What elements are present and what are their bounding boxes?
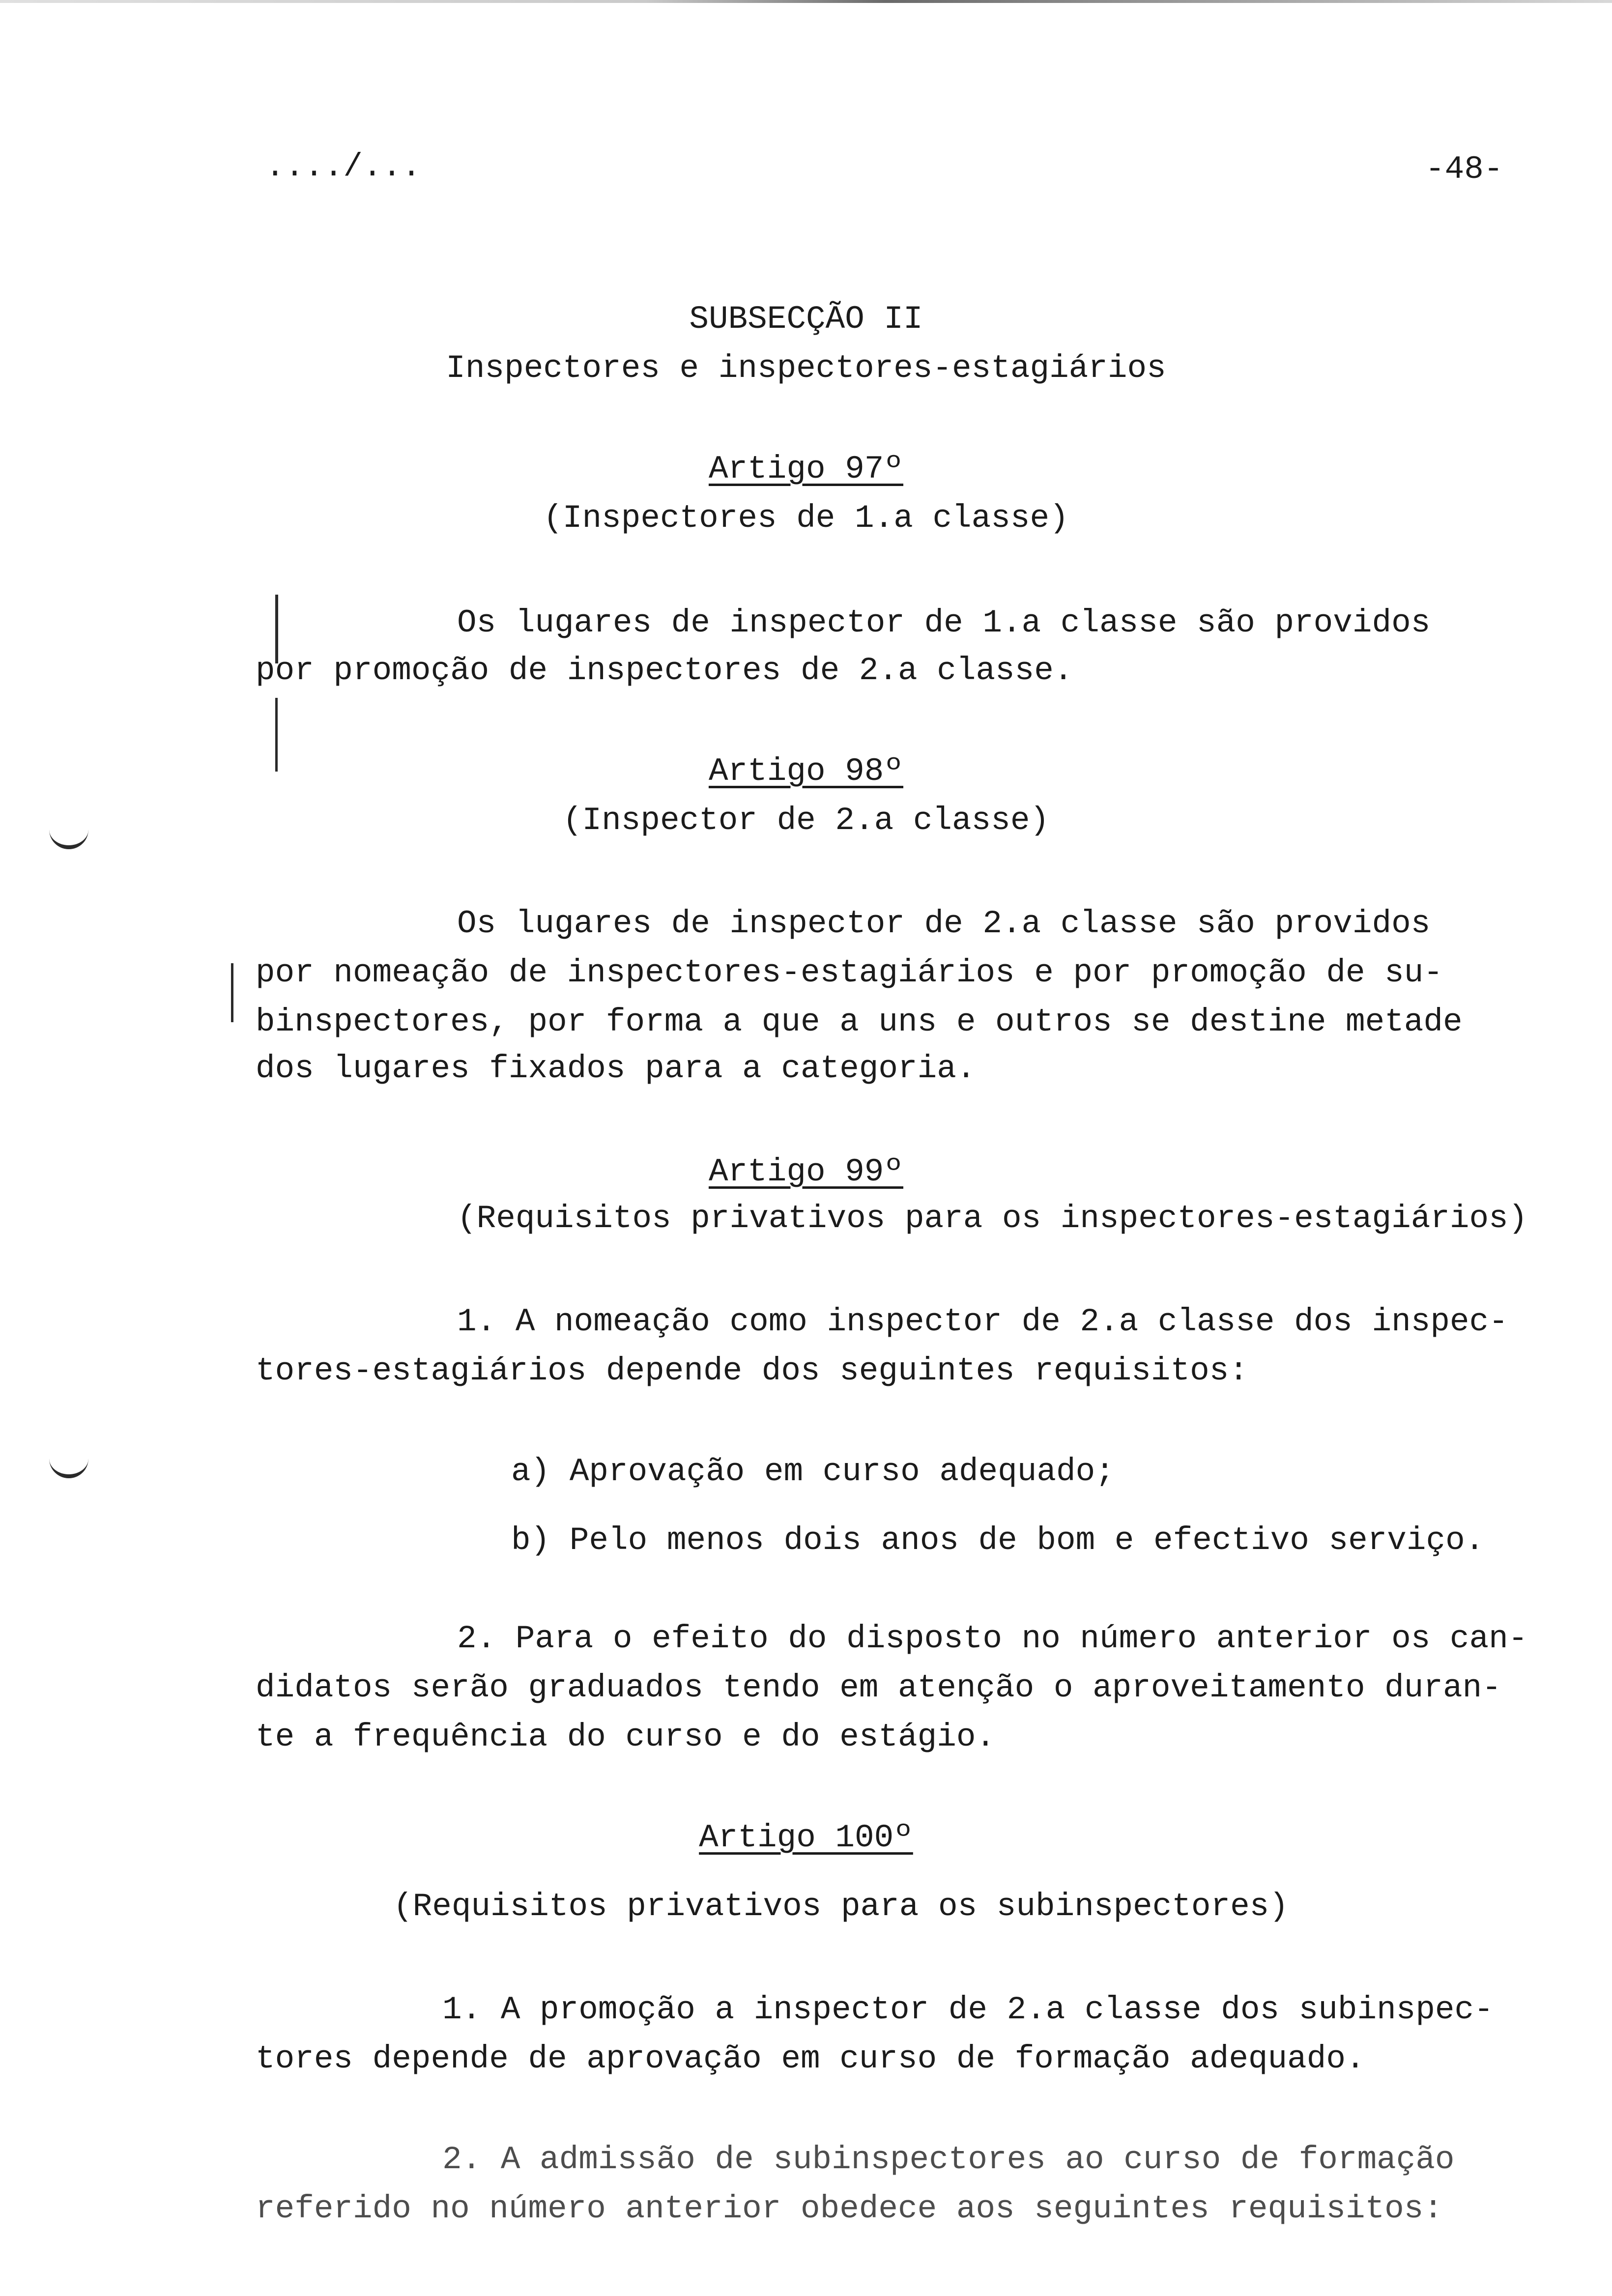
article-99-item-a: a) Aprovação em curso adequado; (511, 1453, 1115, 1490)
article-100-heading: Artigo 100º (699, 1819, 913, 1856)
subsection-subtitle: Inspectores e inspectores-estagiários (446, 350, 1166, 387)
article-98-line: dos lugares fixados para a categoria. (256, 1050, 976, 1087)
article-98-heading: Artigo 98º (708, 753, 904, 790)
article-100-paragraph-1: tores depende de aprovação em curso de formação adequado. (256, 2040, 1365, 2077)
article-97-title: (Inspectores de 1.a classe) (543, 500, 1069, 537)
page-number: -48- (1425, 151, 1503, 188)
article-100-title: (Requisitos privativos para os subinspectores) (393, 1888, 1289, 1925)
article-99-paragraph-1: tores-estagiários depende dos seguintes requisitos: (256, 1352, 1248, 1389)
subsection-label: SUBSECÇÃO II (689, 301, 923, 338)
article-98-line: Os lugares de inspector de 2.a classe são providos (457, 905, 1431, 942)
article-98-line: por nomeação de inspectores-estagiários e por promoção de su- (256, 954, 1443, 991)
article-99-title: (Requisitos privativos para os inspectores-estagiários) (457, 1200, 1528, 1237)
article-99-heading: Artigo 99º (708, 1153, 904, 1190)
article-100-paragraph-2: 2. A admissão de subinspectores ao curso de formação (442, 2141, 1455, 2178)
article-100-paragraph-2: referido no número anterior obedece aos seguintes requisitos: (256, 2190, 1443, 2227)
article-99-paragraph-2: didatos serão graduados tendo em atenção o aproveitamento duran- (256, 1669, 1501, 1706)
article-98-title: (Inspector de 2.a classe) (562, 802, 1050, 839)
article-99-paragraph-1: 1. A nomeação como inspector de 2.a classe dos inspec- (457, 1303, 1508, 1340)
article-99-paragraph-2: te a frequência do curso e do estágio. (256, 1719, 996, 1755)
article-97-line: Os lugares de inspector de 1.a classe são providos (457, 604, 1431, 641)
article-97-line: por promoção de inspectores de 2.a classe. (256, 652, 1073, 689)
article-98-line: binspectores, por forma a que a uns e outros se destine metade (256, 1004, 1463, 1040)
top-edge-rule (0, 0, 1612, 3)
margin-mark (49, 1455, 88, 1478)
article-100-paragraph-1: 1. A promoção a inspector de 2.a classe dos subinspec- (442, 1991, 1494, 2028)
continuation-mark: ..../... (265, 148, 421, 185)
article-99-item-b: b) Pelo menos dois anos de bom e efectivo serviço. (511, 1522, 1485, 1559)
article-97-heading: Artigo 97º (708, 451, 904, 488)
article-99-paragraph-2: 2. Para o efeito do disposto no número anterior os can- (457, 1620, 1528, 1657)
margin-mark (231, 983, 233, 1022)
